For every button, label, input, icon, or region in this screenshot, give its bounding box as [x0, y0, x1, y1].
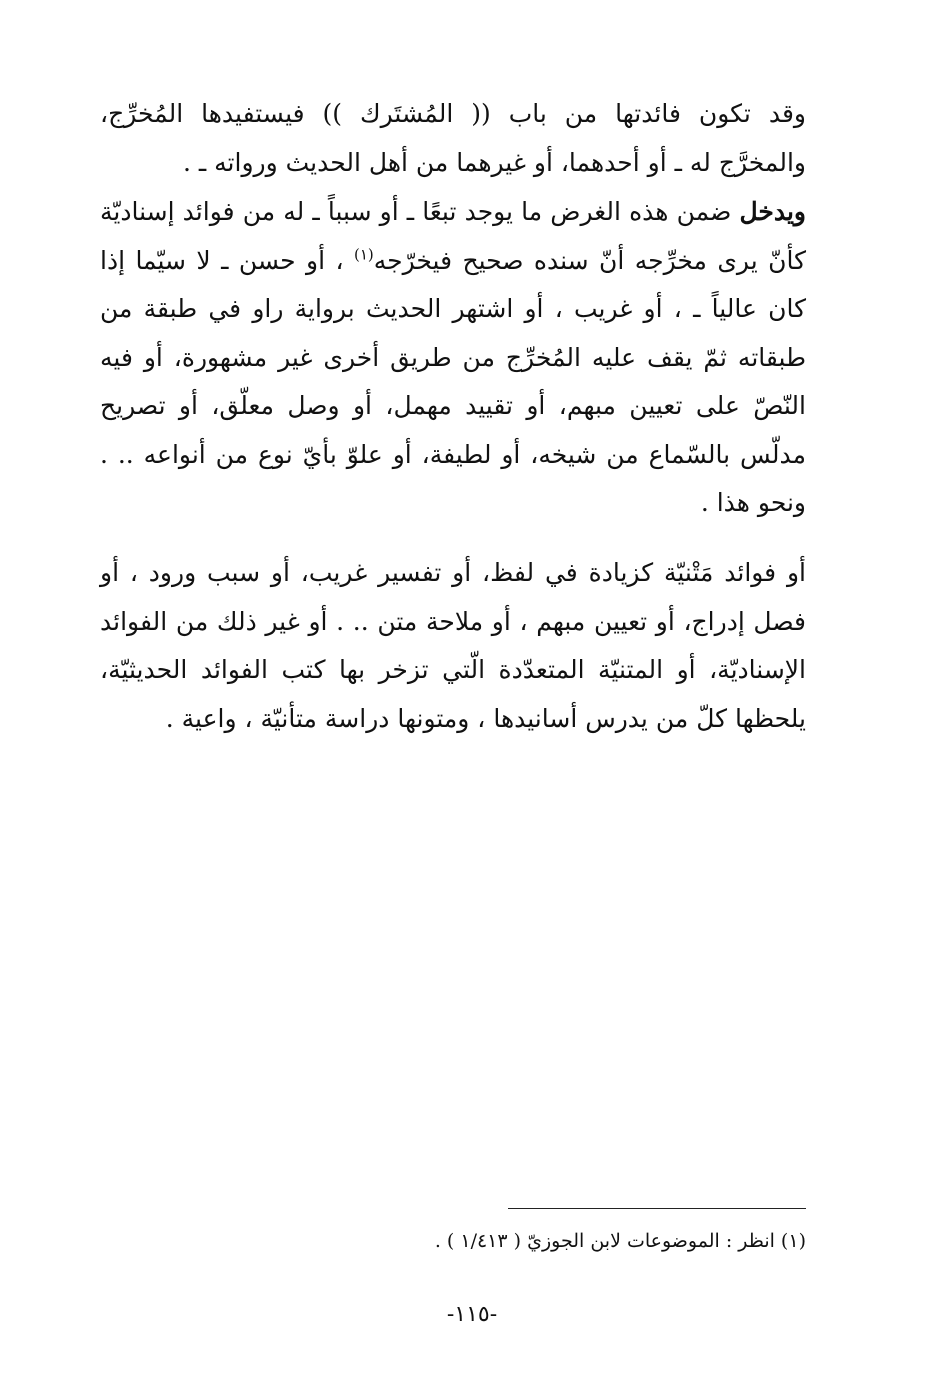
paragraph-2-text-before-ref: ضمن هذه الغرض ما يوجد تبعًا ـ أو سبباً ـ له من فوائد إسناديّة كأنّ يرى مخرِّجه أنّ سنده صحيح فيخرّجه	[100, 197, 806, 275]
paragraph-2-text-after-ref: ، أو حسن ـ لا سيّما إذا كان عالياً ـ ، أو غريب ، أو اشتهر الحديث برواية راو في طبقة من طبقاته ثمّ يقف عليه المُخرِّج من طريق أخرى غير مشهورة، أو فيه النّصّ على تعيين مبهم، أو تقييد مهمل، أو وصل معلّق، أو تصريح مدلّس بالسّماع من شيخه، أو لطيفة، أو علوّ بأيّ نوع من أنواعه .. . ونحو هذا .	[100, 245, 806, 517]
paragraph-1-text: وقد تكون فائدتها من باب (( المُشتَرك )) فيستفيدها المُخرِّج، والمخرَّج له ـ أو أحدهما، أو غيرهما من أهل الحديث ورواته ـ .	[100, 99, 806, 177]
paragraph-3	[100, 549, 806, 743]
paragraph-1	[100, 90, 806, 187]
footnote-divider	[508, 1208, 806, 1209]
paragraph-2-body	[100, 188, 806, 528]
paragraph-2	[100, 188, 806, 528]
footnote-reference[interactable]: (١)	[353, 245, 374, 264]
footnote: (١) انظر : الموضوعات لابن الجوزيّ ( ١/٤١٣ ) .	[434, 1230, 806, 1252]
paragraph-2-lead-word: ويدخل	[739, 197, 806, 226]
page-number: -١١٥-	[446, 1302, 498, 1327]
paragraph-3-text: أو فوائد مَتْنيّة كزيادة في لفظ، أو تفسير غريب، أو سبب ورود ، أو فصل إدراج، أو تعيين مبهم ، أو ملاحة متن .. . أو غير ذلك من الفوائد الإسناديّة، أو المتنيّة المتعدّدة الّتي تزخر بها كتب الفوائد الحديثيّة، يلحظها كلّ من يدرس أسانيدها ، ومتونها دراسة متأنيّة ، واعية .	[100, 558, 806, 733]
